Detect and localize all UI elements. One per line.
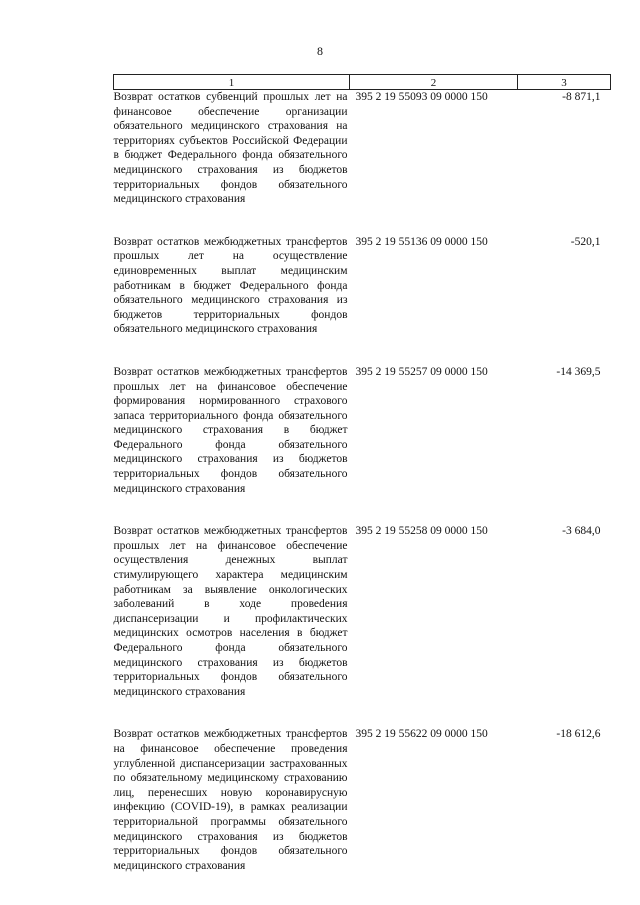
- row-code: 395 2 19 55258 09 0000 150: [355, 525, 488, 538]
- row-description: Возврат остатков субвенций прошлых лет на финансовое обеспечение организации обязательного медицинского страхования на территориях субъектов Российской Федерации в бюджет Федерального фонда обязательного медицинского страхования из бюджетов территориальных фондов обязательного медицинского страхования: [113, 91, 348, 206]
- row-description: Возврат остатков межбюджетных трансфертов на финансовое обеспечение проведения углубленной диспансеризации застрахованных по обязательному медицинскому страхованию лиц, перенесших новую коронавирусную инфекцию (COVID-19), в рамках реализации территориальной программы обязательного медицинского страхования из бюджетов территориальных фондов обязательного медицинского страхования: [113, 728, 348, 872]
- table-row: [114, 365, 611, 524]
- row-description: Возврат остатков межбюджетных трансфертов прошлых лет на финансовое обеспечение осуществления денежных выплат стимулирующего характера медицинским работникам за выявление онкологических заболеваний в ходе провеdения диспансеризации и профилактических медицинских осмотров населения в бюджет Федерального фонда обязательного медицинского страхования из бюджетов территориальных фондов обязательного медицинского страхования: [113, 525, 348, 698]
- table-row: [114, 90, 611, 235]
- column-header-3: 3: [518, 75, 611, 90]
- row-description: Возврат остатков межбюджетных трансфертов прошлых лет на финансовое обеспечение формирования нормированного страхового запаса территориального фонда обязательного медицинского страхования в бюджет Федерального фонда обязательного медицинского страхования из бюджетов территориальных фондов обязательного медицинского страхования: [113, 365, 348, 495]
- header-row: [114, 75, 611, 90]
- table-row: [114, 524, 611, 727]
- column-header-1: 1: [114, 75, 350, 90]
- row-amount: -8 871,1: [562, 91, 601, 103]
- row-amount: -14 369,5: [556, 365, 601, 378]
- row-code: 395 2 19 55622 09 0000 150: [355, 728, 488, 741]
- row-amount: -3 684,0: [562, 525, 601, 538]
- table-row: [114, 235, 611, 365]
- budget-table: [113, 74, 611, 901]
- row-amount: -18 612,6: [556, 728, 601, 741]
- row-amount: -520,1: [570, 235, 601, 248]
- page-number: 8: [317, 44, 323, 58]
- row-code: 395 2 19 55136 09 0000 150: [355, 235, 488, 248]
- row-description: Возврат остатков межбюджетных трансфертов прошлых лет на осуществление единовременных выплат медицинским работникам в бюджет Федерального фонда обязательного медицинского страхования из бюджетов территориальных фондов обязательного медицинского страхования: [113, 235, 348, 336]
- column-header-2: 2: [350, 75, 518, 90]
- row-code: 395 2 19 55257 09 0000 150: [355, 365, 488, 378]
- row-code: 395 2 19 55093 09 0000 150: [355, 91, 488, 103]
- table-row: [114, 727, 611, 901]
